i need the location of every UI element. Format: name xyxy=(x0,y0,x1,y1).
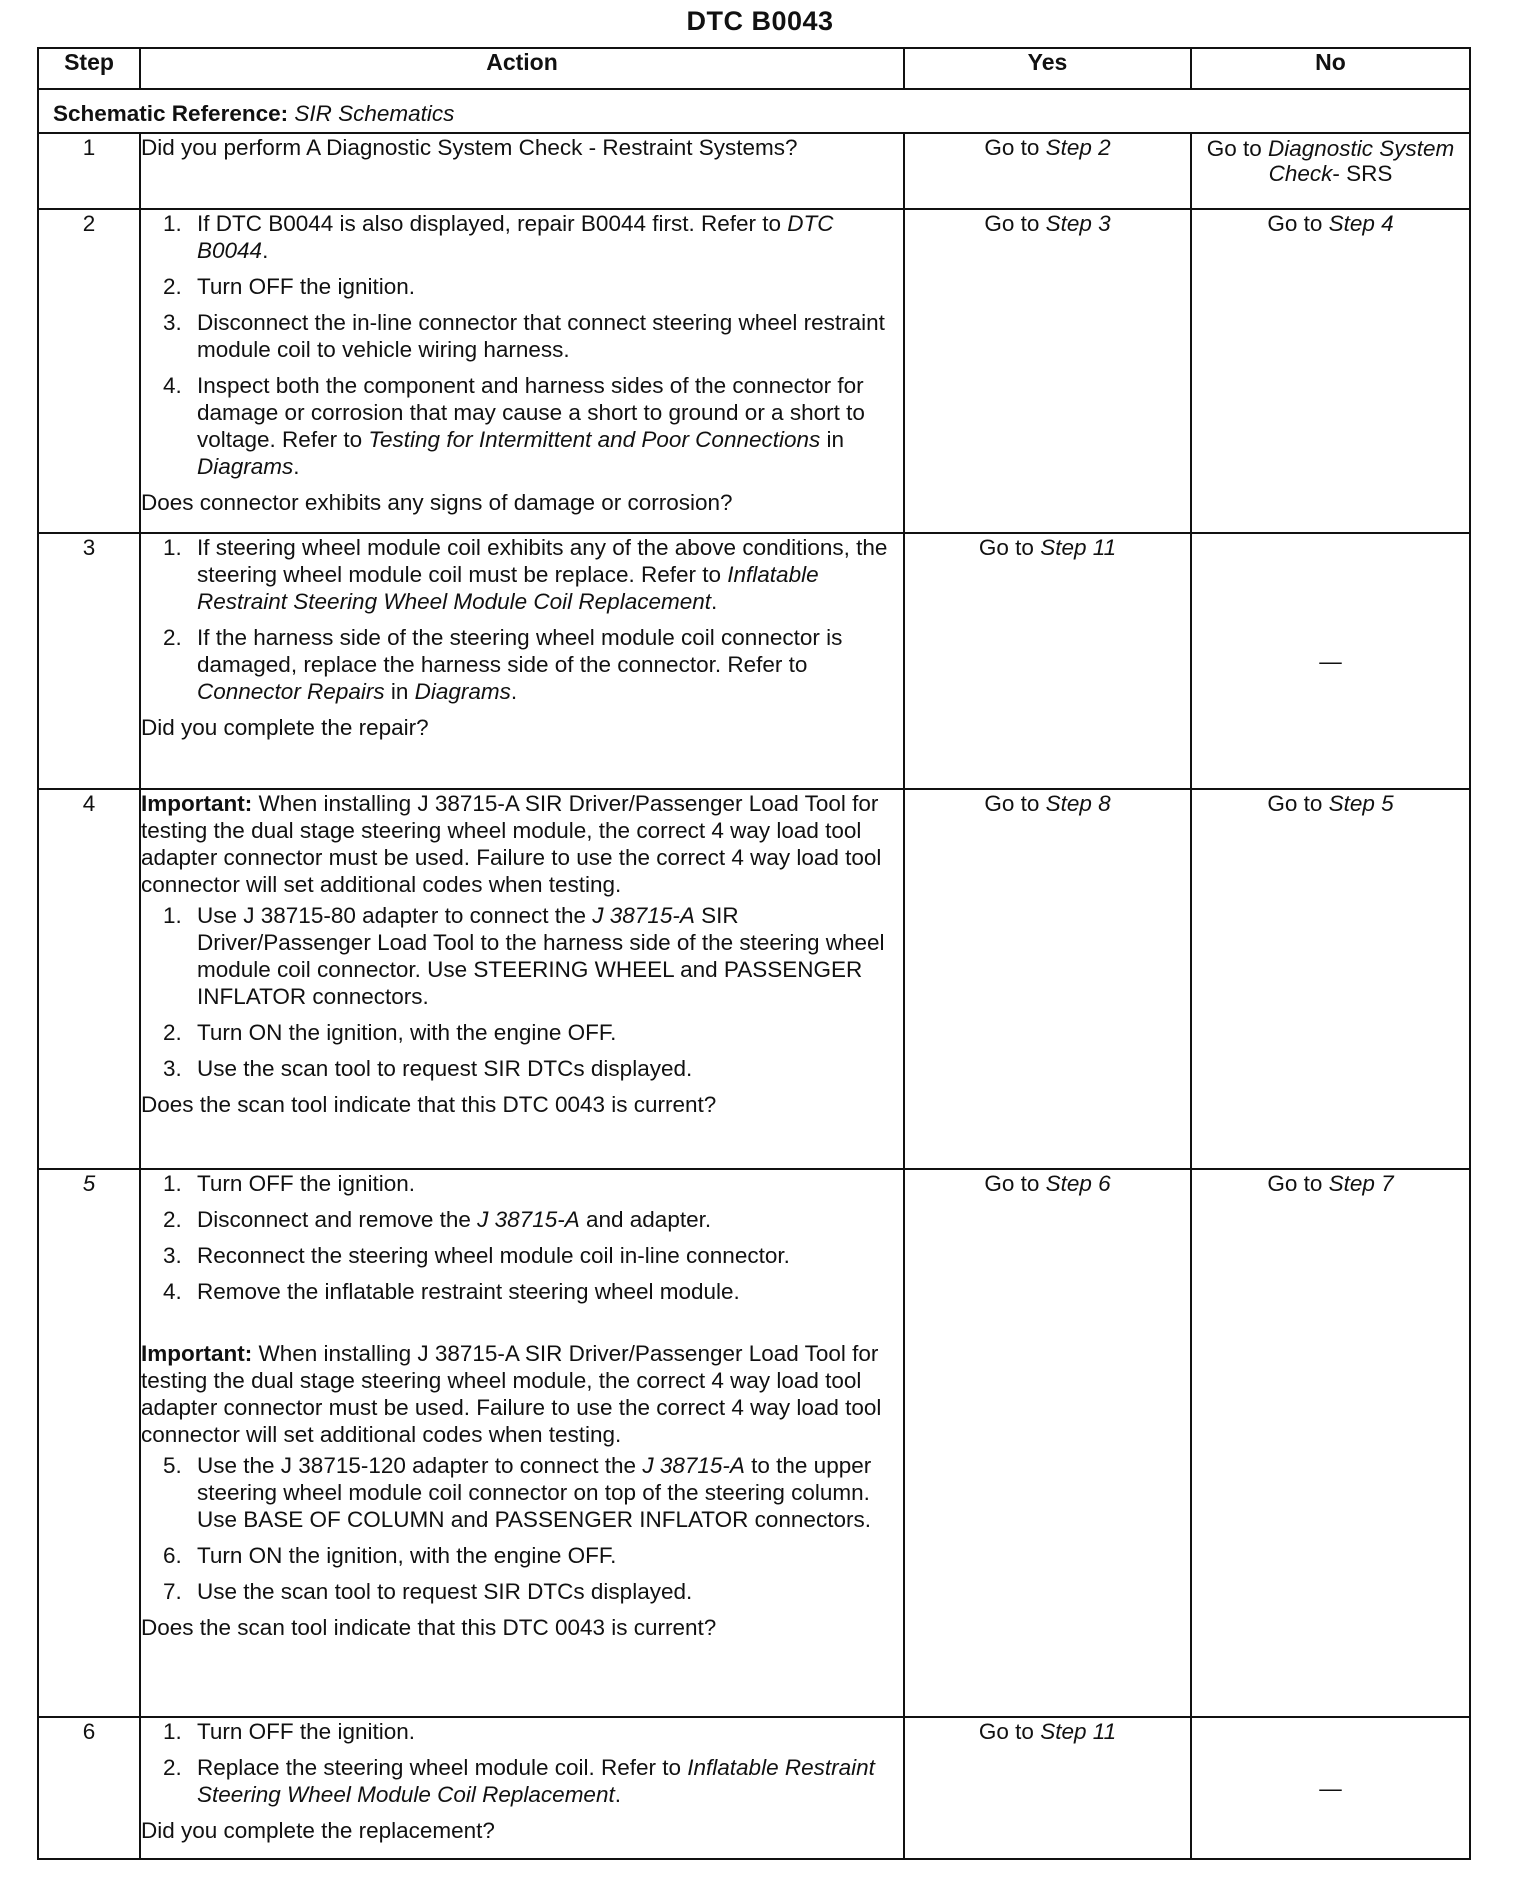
table-row xyxy=(38,789,1470,1169)
no-step-ref: Step 7 xyxy=(1328,1171,1394,1196)
important-note: Important: When installing J 38715-A SIR Driver/Passenger Load Tool for testing the dual stage steering wheel module, the correct 4 way load tool adapter connector must be used. Failure to use the correct 4 way load tool connector will set additional codes when testing. xyxy=(141,791,882,897)
yes-step-ref: Step 11 xyxy=(1040,1719,1117,1744)
no-cell xyxy=(1191,789,1470,1169)
action-list xyxy=(141,210,903,480)
list-item: 5. Use the J 38715-120 adapter to connect the J 38715-A to the upper steering wheel module coil connector on top of the steering column. Use BASE OF COLUMN and PASSENGER INFLATOR connectors. xyxy=(163,1453,872,1532)
step-question: Did you complete the replacement? xyxy=(141,1818,495,1843)
yes-cell xyxy=(904,209,1191,533)
schematic-reference xyxy=(38,89,1470,133)
no-cell xyxy=(1191,533,1470,789)
yes-step-ref: Step 8 xyxy=(1045,791,1111,816)
list-item: 2. Disconnect and remove the J 38715-A and adapter. xyxy=(163,1207,712,1232)
list-item: 6. Turn ON the ignition, with the engine OFF. xyxy=(163,1543,617,1568)
no-cell xyxy=(1191,1169,1470,1717)
action-cell xyxy=(140,209,904,533)
go-to-label: Go to xyxy=(978,535,1034,560)
action-cell xyxy=(140,789,904,1169)
header-row xyxy=(38,48,1470,89)
table-row xyxy=(38,1717,1470,1859)
yes-step-ref: Step 6 xyxy=(1045,1171,1111,1196)
action-list xyxy=(141,1718,903,1808)
list-item: 3. Use the scan tool to request SIR DTCs displayed. xyxy=(163,1056,693,1081)
step-number: 5 xyxy=(38,1169,140,1717)
list-item: 1. If DTC B0044 is also displayed, repair B0044 first. Refer to DTC B0044. xyxy=(163,211,834,263)
header-yes: Yes xyxy=(904,48,1191,89)
schematic-reference-link: SIR Schematics xyxy=(294,100,455,126)
yes-step-ref: Step 3 xyxy=(1045,211,1111,236)
step-question: Does the scan tool indicate that this DTC 0043 is current? xyxy=(141,1092,717,1117)
no-step-ref: Step 4 xyxy=(1328,211,1394,236)
list-item: 2. Turn ON the ignition, with the engine OFF. xyxy=(163,1020,617,1045)
header-action: Action xyxy=(140,48,904,89)
step-number: 2 xyxy=(38,209,140,533)
action-cell xyxy=(140,133,904,209)
step-number: 3 xyxy=(38,533,140,789)
go-to-label: Go to xyxy=(984,135,1040,160)
go-to-label: Go to xyxy=(984,211,1040,236)
list-item: 1. If steering wheel module coil exhibits any of the above conditions, the steering wheel module coil must be replace. Refer to Inflatable Restraint Steering Wheel Module Coil Replacement. xyxy=(163,535,888,614)
no-cell xyxy=(1191,209,1470,533)
list-item: 1. Use J 38715-80 adapter to connect the J 38715-A SIR Driver/Passenger Load Tool to the harness side of the steering wheel module coil connector. Use STEERING WHEEL and PASSENGER INFLATOR connectors. xyxy=(163,903,885,1009)
go-to-label: Go to xyxy=(1267,1171,1323,1196)
list-item: 1. Turn OFF the ignition. xyxy=(163,1171,416,1196)
list-item: 2. Turn OFF the ignition. xyxy=(163,274,416,299)
step-question: Did you perform A Diagnostic System Check - Restraint Systems? xyxy=(141,135,798,160)
table-row xyxy=(38,533,1470,789)
yes-cell xyxy=(904,789,1191,1169)
action-cell xyxy=(140,1717,904,1859)
yes-cell xyxy=(904,533,1191,789)
step-question: Does connector exhibits any signs of damage or corrosion? xyxy=(141,490,733,515)
list-item: 3. Reconnect the steering wheel module coil in-line connector. xyxy=(163,1243,790,1268)
step-number: 4 xyxy=(38,789,140,1169)
yes-cell xyxy=(904,1169,1191,1717)
step-question: Did you complete the repair? xyxy=(141,715,429,740)
yes-step-ref: Step 11 xyxy=(1040,535,1117,560)
no-cell xyxy=(1191,1717,1470,1859)
list-item: 1. Turn OFF the ignition. xyxy=(163,1719,416,1744)
go-to-label: Go to xyxy=(1267,211,1323,236)
no-step-ref: Diagnostic System Check xyxy=(1267,136,1455,186)
go-to-label: Go to xyxy=(984,1171,1040,1196)
no-step-ref: Step 5 xyxy=(1328,791,1394,816)
no-step-suffix: - SRS xyxy=(1332,161,1393,186)
step-question: Does the scan tool indicate that this DTC 0043 is current? xyxy=(141,1615,717,1640)
go-to-label: Go to xyxy=(1206,136,1262,161)
no-cell xyxy=(1191,133,1470,209)
schematic-reference-row xyxy=(38,89,1470,133)
header-step: Step xyxy=(38,48,140,89)
not-applicable-dash: — xyxy=(1319,1775,1342,1801)
yes-cell xyxy=(904,133,1191,209)
not-applicable-dash: — xyxy=(1319,648,1342,674)
yes-cell xyxy=(904,1717,1191,1859)
yes-step-ref: Step 2 xyxy=(1045,135,1111,160)
important-note: Important: When installing J 38715-A SIR Driver/Passenger Load Tool for testing the dual stage steering wheel module, the correct 4 way load tool adapter connector must be used. Failure to use the correct 4 way load tool connector will set additional codes when testing. xyxy=(141,1341,882,1447)
page-title: DTC B0043 xyxy=(686,6,834,36)
list-item: 4. Remove the inflatable restraint steering wheel module. xyxy=(163,1279,740,1304)
action-list xyxy=(141,1170,903,1305)
table-row xyxy=(38,1169,1470,1717)
list-item: 2. If the harness side of the steering wheel module coil connector is damaged, replace the harness side of the connector. Refer to Connector Repairs in Diagrams. xyxy=(163,625,843,704)
action-cell xyxy=(140,533,904,789)
go-to-label: Go to xyxy=(978,1719,1034,1744)
table-row xyxy=(38,209,1470,533)
list-item: 2. Replace the steering wheel module coil. Refer to Inflatable Restraint Steering Wheel Module Coil Replacement. xyxy=(163,1755,875,1807)
action-list xyxy=(141,534,903,705)
table-row xyxy=(38,133,1470,209)
go-to-label: Go to xyxy=(1267,791,1323,816)
list-item: 3. Disconnect the in-line connector that connect steering wheel restraint module coil to vehicle wiring harness. xyxy=(163,310,885,362)
step-number: 1 xyxy=(38,133,140,209)
step-number: 6 xyxy=(38,1717,140,1859)
diagnostic-table xyxy=(37,47,1471,1860)
go-to-label: Go to xyxy=(984,791,1040,816)
schematic-reference-label: Schematic Reference: xyxy=(53,100,289,126)
list-item: 7. Use the scan tool to request SIR DTCs displayed. xyxy=(163,1579,693,1604)
list-item: 4. Inspect both the component and harness sides of the connector for damage or corrosion that may cause a short to ground or a short to voltage. Refer to Testing for Intermittent and Poor Connections in Diagrams. xyxy=(163,373,865,479)
header-no: No xyxy=(1191,48,1470,89)
action-list xyxy=(141,902,903,1082)
action-cell xyxy=(140,1169,904,1717)
action-list xyxy=(141,1452,903,1605)
